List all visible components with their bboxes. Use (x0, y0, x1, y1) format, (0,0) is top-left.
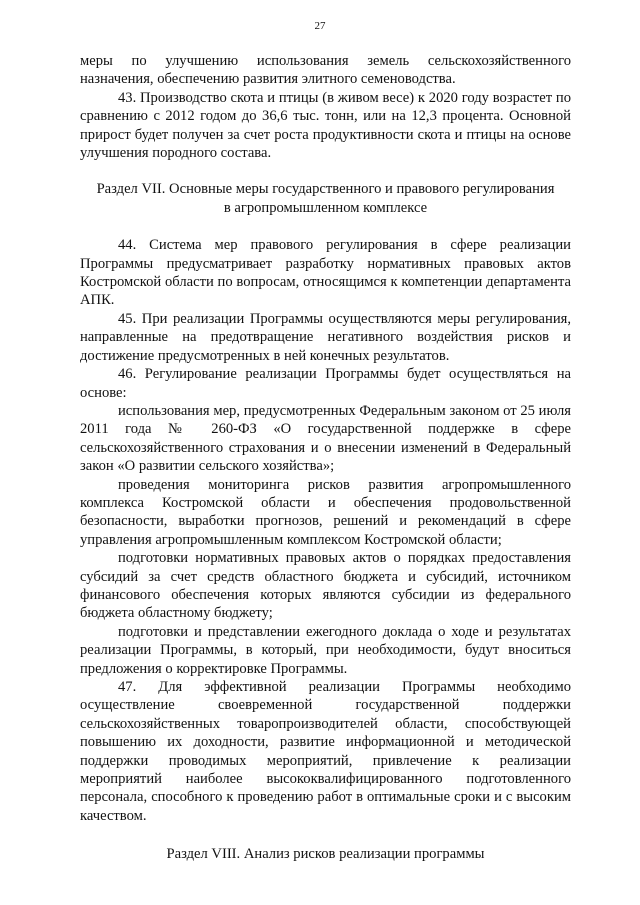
list-item-federal-law: использования мер, предусмотренных Федеральным законом от 25 июля 2011 года № 260-ФЗ «О государственной поддержке в сфере сельскохозяйственного страхования и о внесении изменений в Федеральный закон «О развитии сельского хозяйства»; (80, 402, 571, 475)
section-7-title-line-2: в агропромышленном комплексе (223, 199, 428, 216)
paragraph-43: 43. Производство скота и птицы (в живом весе) к 2020 году возрастет по сравнению с 2012 годом до 36,6 тыс. тонн, или на 12,3 процента. Основной прирост будет получен за счет роста продуктивности скота и птицы на основе улучшения породного состава. (80, 89, 571, 162)
page-number: 27 (314, 20, 326, 32)
paragraph-45: 45. При реализации Программы осуществляются меры регулирования, направленные на предотвращение негативного воздействия рисков и достижение предусмотренных в ней конечных результатов. (80, 310, 571, 364)
paragraph-46: 46. Регулирование реализации Программы будет осуществляться на основе: (80, 366, 571, 401)
list-item-monitoring: проведения мониторинга рисков развития агропромышленного комплекса Костромской области и обеспечения продовольственной безопасности, выработки прогнозов, решений и рекомендаций в сфере управления агропромышленным комплексом Костромской области; (80, 476, 571, 548)
section-8-title: Раздел VIII. Анализ рисков реализации программы (166, 846, 485, 863)
paragraph-44: 44. Система мер правового регулирования в сфере реализации Программы предусматривает разработку нормативных правовых актов Костромской области по вопросам, относящимся к компетенции департамента АПК. (80, 237, 571, 309)
list-item-subsidies: подготовки нормативных правовых актов о порядках предоставления субсидий за счет средств областного бюджета и субсидий, источником финансового обеспечения которых являются субсидии из федерального бюджета областному бюджету; (80, 550, 571, 622)
list-item-annual-report: подготовки и представлении ежегодного доклада о ходе и результатах реализации Программы, в который, при необходимости, будут вноситься предложения о корректировке Программы. (80, 623, 571, 677)
paragraph-measures-land: меры по улучшению использования земель сельскохозяйственного назначения, обеспечению развития элитного семеноводства. (80, 53, 571, 88)
section-7-title-line-1: Раздел VII. Основные меры государственного и правового регулирования (96, 181, 555, 198)
document-body (80, 52, 571, 864)
paragraph-47: 47. Для эффективной реализации Программы необходимо осуществление своевременной государственной поддержки сельскохозяйственных товаропроизводителей области, способствующей повышению их доходности, развитие информационной и методической поддержки проводимых мероприятий, привлечение к реализации мероприятий наиболее высококвалифицированного подготовленного персонала, способного к проведению работ в оптимальные сроки и с высоким качеством. (80, 679, 571, 824)
